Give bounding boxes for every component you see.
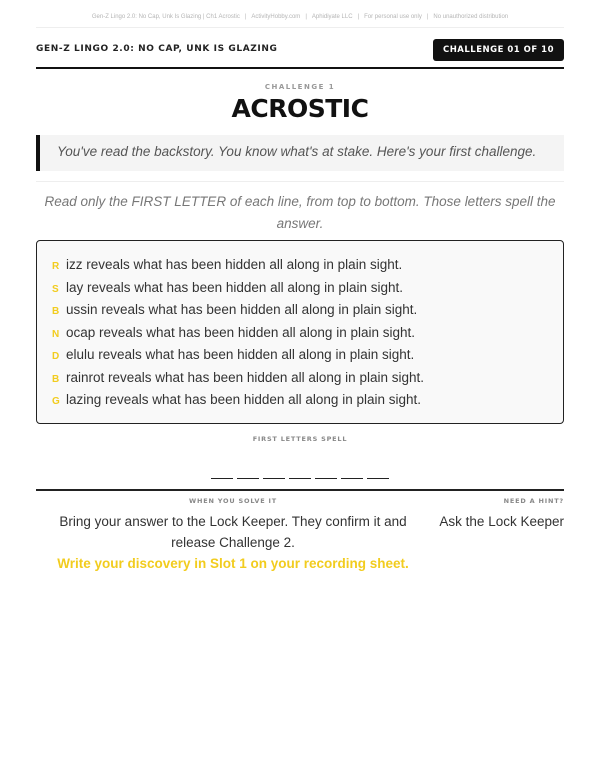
acrostic-first-letter: D	[52, 351, 60, 362]
top-strip-item: No unauthorized distribution	[433, 14, 509, 20]
answer-blanks	[0, 464, 600, 483]
instructions-text: Read only the FIRST LETTER of each line, from top to bottom. Those letters spell the answer.	[44, 194, 556, 231]
acrostic-line	[52, 254, 424, 277]
acrostic-line	[52, 344, 424, 367]
acrostic-first-letter: B	[52, 306, 60, 317]
acrostic-line-text: lay reveals what has been hidden all along in plain sight.	[66, 279, 403, 295]
answer-blank	[237, 465, 259, 479]
top-strip-divider	[36, 27, 564, 28]
top-strip-item: Aphidiyate LLC	[311, 14, 353, 20]
answer-blank	[211, 465, 233, 479]
document-title: GEN-Z LINGO 2.0: NO CAP, UNK IS GLAZING	[36, 44, 278, 54]
section-divider	[36, 181, 564, 182]
solve-label: WHEN YOU SOLVE IT	[189, 497, 277, 505]
recording-sheet-note: Write your discovery in Slot 1 on your recording sheet.	[57, 556, 409, 571]
acrostic-first-letter: N	[52, 328, 60, 340]
hint-label: NEED A HINT?	[503, 497, 564, 505]
acrostic-first-letter: R	[52, 261, 60, 272]
answer-blank	[289, 465, 311, 479]
top-strip-separator: |	[244, 14, 247, 20]
acrostic-box	[36, 240, 564, 424]
answer-blank	[341, 465, 363, 479]
acrostic-first-letter: G	[52, 396, 60, 407]
intro-quote-box	[36, 135, 564, 171]
acrostic-line	[52, 367, 424, 390]
answer-blank	[263, 465, 285, 479]
acrostic-line	[52, 389, 424, 412]
acrostic-line-text: rainrot reveals what has been hidden all along in plain sight.	[66, 369, 424, 385]
acrostic-line	[52, 322, 424, 345]
top-strip-separator: |	[305, 14, 307, 20]
answer-label: FIRST LETTERS SPELL	[252, 435, 348, 443]
acrostic-line-text: ocap reveals what has been hidden all along in plain sight.	[66, 324, 415, 340]
acrostic-line	[52, 277, 424, 300]
footer-divider	[36, 489, 564, 491]
top-strip-item: For personal use only	[364, 14, 422, 20]
acrostic-first-letter: B	[52, 373, 60, 385]
challenge-title: ACROSTIC	[231, 94, 369, 123]
acrostic-line	[52, 299, 424, 322]
solve-instructions: Bring your answer to the Lock Keeper. They confirm it and release Challenge 2.	[59, 514, 407, 550]
challenge-eyebrow: CHALLENGE 1	[264, 83, 336, 91]
acrostic-line-text: elulu reveals what has been hidden all along in plain sight.	[66, 347, 415, 362]
top-strip-separator: |	[357, 14, 360, 20]
answer-blank	[315, 465, 337, 479]
challenge-progress-badge: CHALLENGE 01 OF 10	[433, 39, 564, 61]
page-header	[36, 38, 564, 62]
top-strip-separator: |	[426, 14, 429, 20]
acrostic-list	[52, 254, 424, 412]
acrostic-line-text: ussin reveals what has been hidden all along in plain sight.	[66, 302, 418, 317]
top-info-strip	[36, 14, 564, 20]
answer-blank	[367, 465, 389, 479]
acrostic-line-text: lazing reveals what has been hidden all along in plain sight.	[66, 392, 421, 407]
hint-instructions: Ask the Lock Keeper	[439, 514, 564, 529]
acrostic-first-letter: S	[52, 283, 59, 295]
acrostic-line-text: izz reveals what has been hidden all along in plain sight.	[66, 257, 403, 272]
header-divider	[36, 67, 564, 69]
top-strip-item: Gen-Z Lingo 2.0: No Cap, Unk Is Glazing | Ch1 Acrostic	[91, 14, 240, 20]
top-strip-item: ActivityHobby.com	[251, 14, 301, 20]
intro-quote-text: You've read the backstory. You know what's at stake. Here's your first challenge.	[57, 144, 537, 159]
